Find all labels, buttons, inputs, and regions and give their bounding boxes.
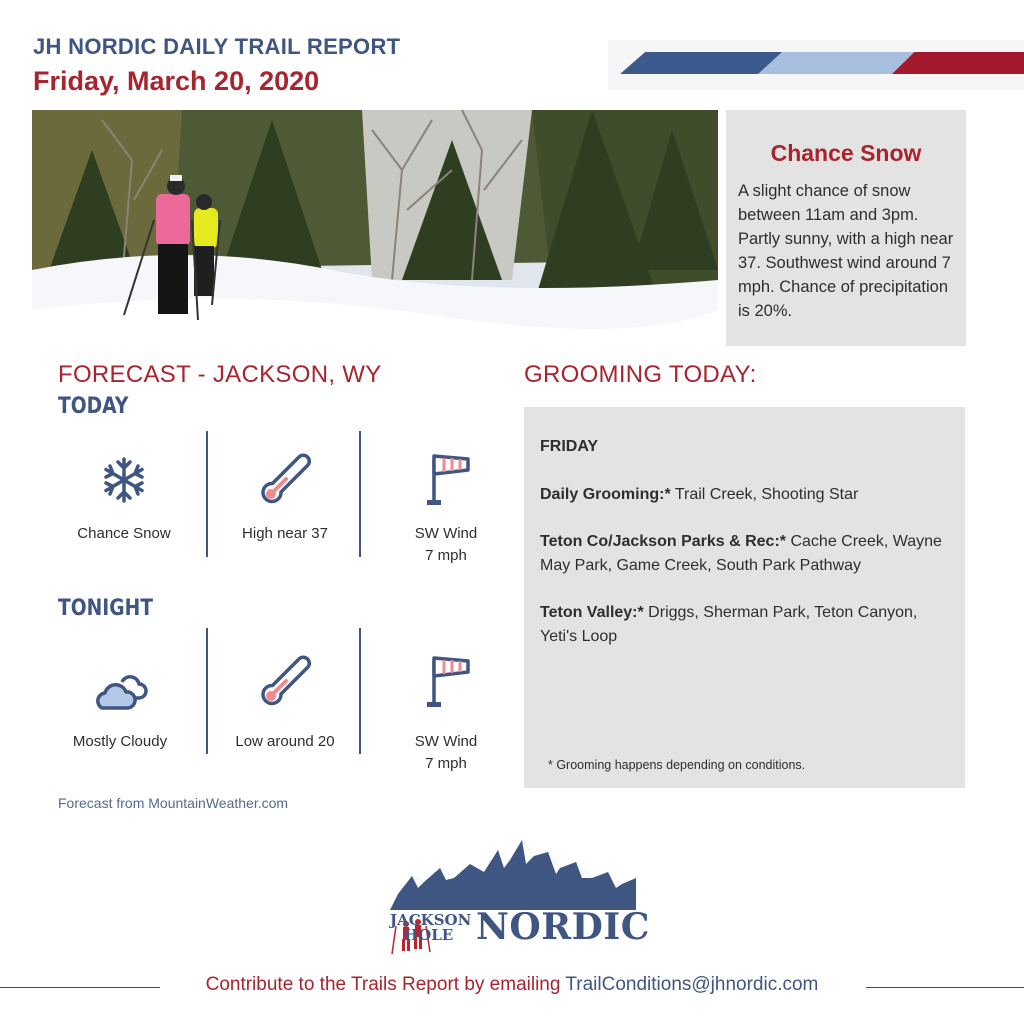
grooming-entry-label: Daily Grooming:* xyxy=(540,486,671,503)
grooming-entry-text: Cache Creek, Wayne May Park, Game Creek, South Park Pathway xyxy=(540,533,942,574)
report-date: Friday, March 20, 2020 xyxy=(33,66,320,96)
tonight-wind-direction: SW Wind xyxy=(414,733,478,750)
tonight-temperature: Low around 20 xyxy=(235,733,335,750)
tonight-wind xyxy=(376,731,516,775)
today-wind-direction: SW Wind xyxy=(414,525,478,542)
tonight-label: TONIGHT xyxy=(58,596,154,621)
cloud-icon xyxy=(92,660,152,720)
today-wind xyxy=(376,523,516,567)
divider xyxy=(359,628,361,754)
logo-line1: JACKSON xyxy=(390,911,472,929)
summary-text: A slight chance of snow between 11am and 3pm. Partly sunny, with a high near 37. Southwest wind around 7 mph. Chance of precipitation is 20%. xyxy=(738,182,954,320)
footer-cta xyxy=(0,974,1024,996)
today-wind-speed: 7 mph xyxy=(425,547,467,564)
summary-panel xyxy=(726,110,966,346)
grooming-entry xyxy=(540,601,949,649)
grooming-panel xyxy=(524,407,965,788)
forecast-credit: Forecast from MountainWeather.com xyxy=(58,795,289,811)
grooming-note: * Grooming happens depending on conditions. xyxy=(548,758,806,772)
windsock-icon xyxy=(416,450,476,510)
skiers-photo xyxy=(32,110,718,344)
divider xyxy=(206,431,208,557)
divider xyxy=(206,628,208,754)
grooming-heading: GROOMING TODAY: xyxy=(524,361,757,388)
summary-heading: Chance Snow xyxy=(770,140,922,166)
grooming-entry-text: Driggs, Sherman Park, Teton Canyon, Yeti's Loop xyxy=(540,604,918,645)
red-stripe xyxy=(892,52,1024,74)
grooming-day: FRIDAY xyxy=(540,438,599,455)
tonight-wind-speed: 7 mph xyxy=(425,755,467,772)
grooming-entry-label: Teton Valley:* xyxy=(540,604,644,621)
grooming-entry xyxy=(540,483,949,507)
footer-lead: Contribute to the Trails Report by emailing xyxy=(205,974,561,995)
tonight-condition: Mostly Cloudy xyxy=(72,733,168,750)
logo-line2: HOLE xyxy=(404,926,454,944)
report-title: JH NORDIC DAILY TRAIL REPORT xyxy=(33,34,401,59)
divider xyxy=(359,431,361,557)
grooming-entry-label: Teton Co/Jackson Parks & Rec:* xyxy=(540,533,787,550)
thermometer-icon xyxy=(255,652,315,712)
windsock-icon xyxy=(416,652,476,712)
snowflake-icon xyxy=(94,450,154,510)
today-condition: Chance Snow xyxy=(77,525,171,542)
logo-nordic-text: NORDIC xyxy=(476,906,650,948)
thermometer-icon xyxy=(255,450,315,510)
light-blue-stripe xyxy=(758,52,918,74)
grooming-entry-text: Trail Creek, Shooting Star xyxy=(670,486,859,503)
today-temperature: High near 37 xyxy=(242,525,328,542)
footer-email-link[interactable]: TrailConditions@jhnordic.com xyxy=(565,974,819,995)
forecast-heading: FORECAST - JACKSON, WY xyxy=(58,361,382,388)
logo-jackson-hole-text xyxy=(390,913,471,943)
decorative-stripes xyxy=(608,40,1024,90)
today-label: TODAY xyxy=(58,394,129,419)
grooming-entry xyxy=(540,530,949,578)
